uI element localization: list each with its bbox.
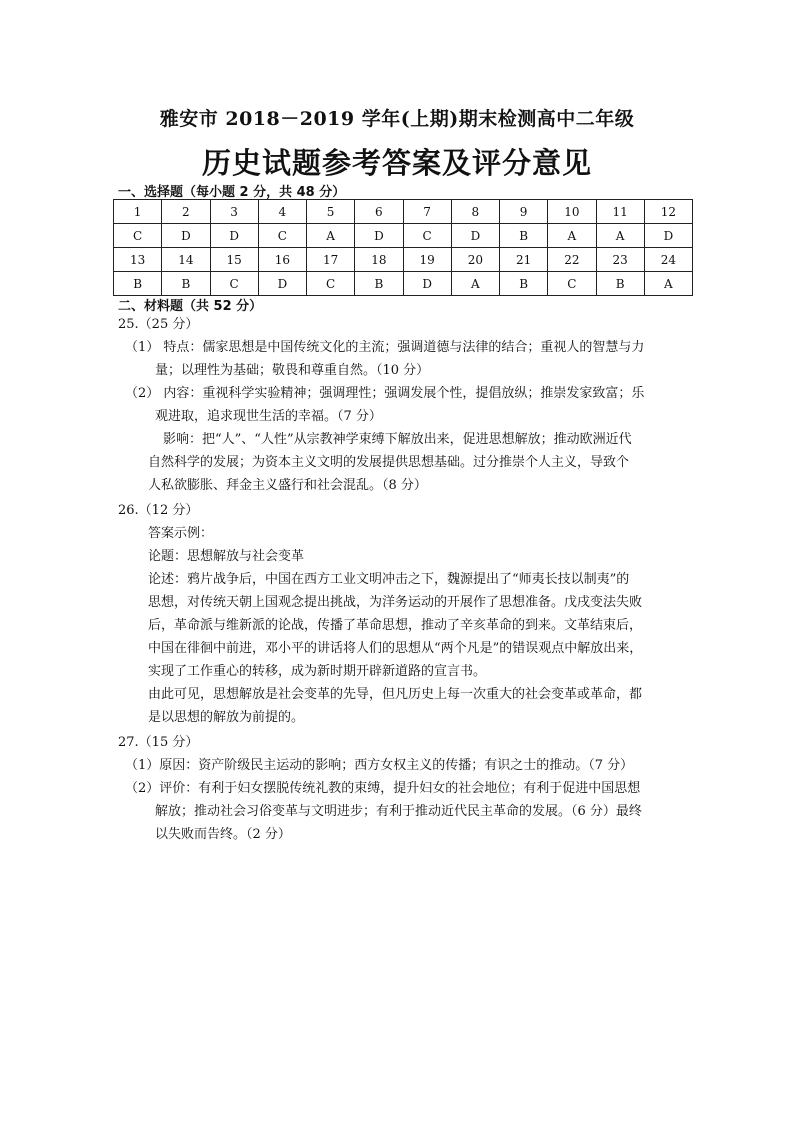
answer-cell: C (307, 272, 355, 296)
answer-cell: B (500, 272, 548, 296)
question-number-cell: 3 (210, 200, 258, 224)
answer-cell: A (644, 272, 692, 296)
answer-cell: D (644, 224, 692, 248)
question-number-cell: 13 (114, 248, 162, 272)
question-25-heading: 25.（25 分） (118, 317, 199, 332)
question-27-heading: 27.（15 分） (118, 735, 199, 750)
question-number-cell: 12 (644, 200, 692, 224)
question-26-heading: 26.（12 分） (118, 503, 199, 518)
answer-cell: D (210, 224, 258, 248)
q25-part3-line2: 自然科学的发展；为资本主义文明的发展提供思想基础。过分推崇个人主义，导致个 (148, 455, 630, 470)
section-heading-multiple-choice: 一、选择题（每小题 2 分，共 48 分） (118, 185, 346, 200)
question-number-cell: 5 (307, 200, 355, 224)
q27-part1: （1）原因：资产阶级民主运动的影响；西方女权主义的传播；有识之士的推动。（7 分） (125, 758, 634, 773)
question-number-cell: 7 (403, 200, 451, 224)
answer-row (114, 272, 693, 296)
question-number-cell: 9 (500, 200, 548, 224)
question-number-row (114, 248, 693, 272)
q26-line5: 后，革命派与维新派的论战，传播了革命思想，推动了辛亥革命的到来。文革结束后， (148, 618, 643, 633)
question-number-cell: 10 (548, 200, 596, 224)
document-subtitle: 历史试题参考答案及评分意见 (201, 146, 592, 180)
answer-cell: C (403, 224, 451, 248)
q26-line4: 思想，对传统天朝上国观念提出挑战，为洋务运动的开展作了思想准备。戊戌变法失败 (148, 595, 643, 610)
answer-cell: A (307, 224, 355, 248)
answer-cell: C (114, 224, 162, 248)
question-number-cell: 20 (451, 248, 499, 272)
answer-cell: C (548, 272, 596, 296)
answer-cell: A (596, 224, 644, 248)
question-number-cell: 1 (114, 200, 162, 224)
q26-line2: 论题：思想解放与社会变革 (148, 549, 305, 564)
question-number-cell: 15 (210, 248, 258, 272)
answer-cell: D (162, 224, 210, 248)
answer-cell: C (210, 272, 258, 296)
q27-part2-line2: 解放；推动社会习俗变革与文明进步；有利于推动近代民主革命的发展。（6 分）最终 (155, 804, 642, 819)
question-number-cell: 2 (162, 200, 210, 224)
question-number-cell: 4 (258, 200, 306, 224)
question-number-cell: 11 (596, 200, 644, 224)
answer-cell: B (355, 272, 403, 296)
q25-part2-line1: （2） 内容：重视科学实验精神；强调理性；强调发展个性，提倡放纵；推崇发家致富；乐 (125, 386, 645, 401)
question-number-cell: 14 (162, 248, 210, 272)
document-title: 雅安市 2018－2019 学年(上期)期末检测高中二年级 (159, 108, 635, 130)
answer-table (113, 199, 693, 296)
answer-cell: B (596, 272, 644, 296)
question-number-cell: 24 (644, 248, 692, 272)
question-number-cell: 23 (596, 248, 644, 272)
answer-cell: D (451, 224, 499, 248)
question-number-row (114, 200, 693, 224)
question-number-cell: 8 (451, 200, 499, 224)
question-number-cell: 19 (403, 248, 451, 272)
answer-cell: B (162, 272, 210, 296)
q26-line7: 实现了工作重心的转移，成为新时期开辟新道路的宣言书。 (148, 664, 487, 679)
answer-row (114, 224, 693, 248)
q26-line1: 答案示例： (148, 526, 214, 541)
q26-line6: 中国在徘徊中前进，邓小平的讲话将人们的思想从“两个凡是”的错误观点中解放出来， (148, 641, 643, 656)
q25-part3-line3: 人私欲膨胀、拜金主义盛行和社会混乱。（8 分） (148, 478, 427, 493)
q26-line8: 由此可见，思想解放是社会变革的先导，但凡历史上每一次重大的社会变革或革命，都 (148, 687, 643, 702)
q25-part2-line2: 观进取，追求现世生活的幸福。（7 分） (155, 409, 382, 424)
q26-line9: 是以思想的解放为前提的。 (148, 710, 305, 725)
answer-cell: A (451, 272, 499, 296)
answer-cell: B (500, 224, 548, 248)
q27-part2-line3: 以失败而告终。（2 分） (155, 827, 291, 842)
question-number-cell: 21 (500, 248, 548, 272)
answer-cell: D (403, 272, 451, 296)
q25-part3-line1: 影响：把“人”、“人性”从宗教神学束缚下解放出来，促进思想解放；推动欧洲近代 (163, 432, 632, 447)
q26-line3: 论述：鸦片战争后，中国在西方工业文明冲击之下，魏源提出了“师夷长技以制夷”的 (148, 572, 630, 587)
answer-cell: D (258, 272, 306, 296)
answer-cell: D (355, 224, 403, 248)
section-heading-material: 二、材料题（共 52 分） (118, 299, 263, 314)
question-number-cell: 16 (258, 248, 306, 272)
question-number-cell: 17 (307, 248, 355, 272)
q25-part1-line1: （1） 特点：儒家思想是中国传统文化的主流；强调道德与法律的结合；重视人的智慧与力 (125, 340, 645, 355)
question-number-cell: 6 (355, 200, 403, 224)
q27-part2-line1: （2）评价：有利于妇女摆脱传统礼教的束缚，提升妇女的社会地位；有利于促进中国思想 (125, 781, 641, 796)
question-number-cell: 22 (548, 248, 596, 272)
question-number-cell: 18 (355, 248, 403, 272)
answer-cell: C (258, 224, 306, 248)
answer-cell: B (114, 272, 162, 296)
q25-part1-line2: 量；以理性为基础；敬畏和尊重自然。（10 分） (155, 363, 430, 378)
answer-cell: A (548, 224, 596, 248)
